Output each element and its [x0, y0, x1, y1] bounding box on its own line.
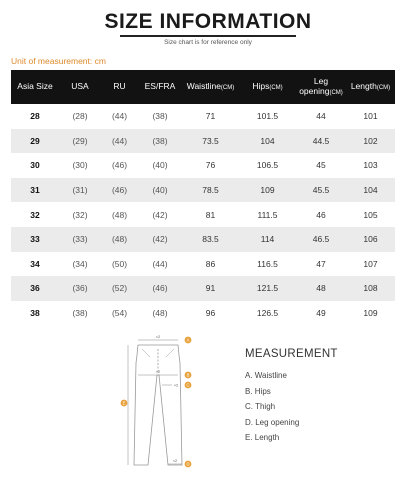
cell-hips: 106.5 [256, 160, 279, 171]
page-subtitle: Size chart is for reference only [164, 39, 252, 46]
cell-length: 103 [363, 160, 378, 171]
cell-es-fra: (46) [138, 276, 182, 301]
cell-waistline: 78.5 [182, 178, 239, 203]
header-length: Length(CM) [346, 70, 395, 104]
cell-waistline: 91 [182, 276, 239, 301]
cell-es-fra: (44) [152, 258, 168, 269]
table-body [11, 104, 395, 325]
table-row [11, 104, 395, 129]
header-usa: USA [59, 70, 101, 104]
cell-leg-opening: 46 [316, 209, 326, 220]
marker-d [185, 461, 192, 468]
measurement-item: D. Leg opening [245, 417, 300, 427]
unit-label: Unit of measurement: cm [11, 56, 106, 66]
header-leg-opening: Leg opening(CM) [296, 70, 346, 104]
measurement-item: C. Thigh [245, 402, 276, 411]
cell-leg-opening: 46.5 [296, 227, 346, 252]
cell-leg-opening: 49 [316, 308, 326, 319]
cell-hips: 109 [239, 178, 296, 203]
cell-length: 108 [346, 276, 395, 301]
table-row [11, 227, 395, 252]
marker-a [185, 337, 192, 344]
cell-usa: (30) [72, 160, 88, 171]
table-row [11, 276, 395, 301]
cell-ru: (46) [101, 178, 138, 203]
cell-waistline: 83.5 [182, 227, 239, 252]
table-row [11, 153, 395, 178]
cell-asia-size: 29 [11, 129, 59, 154]
marker-a-label: A [186, 337, 190, 343]
measurement-title: MEASUREMENT [245, 348, 338, 360]
cell-es-fra: (40) [152, 160, 168, 171]
cell-waistline: 76 [205, 160, 216, 171]
cell-asia-size: 36 [11, 276, 59, 301]
cell-leg-opening: 45 [316, 160, 326, 171]
table-row [11, 178, 395, 203]
cell-hips: 116.5 [257, 258, 278, 269]
cell-hips: 111.5 [257, 209, 278, 220]
table-header-row [11, 70, 395, 104]
cell-length: 105 [363, 209, 378, 220]
header-waistline: Waistline(CM) [182, 70, 239, 104]
cell-length: 109 [363, 308, 378, 319]
header-hips: Hips(CM) [239, 70, 296, 104]
cell-usa: (31) [59, 178, 101, 203]
marker-d-label: D [186, 461, 190, 467]
size-table [11, 70, 395, 325]
marker-b [185, 372, 192, 379]
cell-usa: (32) [72, 209, 88, 220]
measurement-item: A. Waistline [245, 371, 287, 380]
cell-leg-opening: 47 [316, 258, 326, 269]
cell-usa: (34) [72, 258, 88, 269]
x2-label-c: ×2 [173, 382, 179, 388]
x2-label-d: ×2 [172, 458, 178, 463]
table-row [11, 301, 395, 326]
marker-e [121, 400, 128, 407]
cell-waistline: 81 [205, 209, 216, 220]
marker-c-label: C [186, 382, 190, 388]
marker-b-label: B [186, 372, 190, 378]
cell-usa: (28) [72, 111, 88, 122]
cell-hips: 101.5 [256, 111, 279, 122]
table-row [11, 202, 395, 227]
cell-ru: (50) [111, 258, 128, 269]
marker-e-label: E [122, 400, 126, 406]
measurement-list [245, 368, 299, 446]
cell-hips: 114 [239, 227, 296, 252]
page-title: SIZE INFORMATION [104, 10, 312, 33]
cell-ru: (52) [101, 276, 138, 301]
cell-leg-opening: 44 [316, 111, 326, 122]
cell-asia-size: 33 [11, 227, 59, 252]
cell-usa: (38) [72, 308, 88, 319]
cell-asia-size: 31 [11, 178, 59, 203]
cell-usa: (36) [59, 276, 101, 301]
cell-length: 102 [346, 129, 395, 154]
cell-asia-size: 30 [30, 160, 40, 171]
pants-diagram [118, 333, 208, 473]
header-ru: RU [101, 70, 138, 104]
cell-hips: 104 [239, 129, 296, 154]
cell-es-fra: (40) [138, 178, 182, 203]
cell-ru: (44) [111, 111, 128, 122]
cell-es-fra: (48) [152, 308, 168, 319]
cell-es-fra: (42) [152, 209, 168, 220]
cell-asia-size: 34 [30, 258, 40, 269]
header-es-fra: ES/FRA [138, 70, 182, 104]
cell-hips: 121.5 [239, 276, 296, 301]
title-underline [120, 35, 296, 37]
cell-es-fra: (42) [138, 227, 182, 252]
x2-label-b: ×2 [155, 369, 161, 374]
header-asia-size: Asia Size [11, 70, 59, 104]
marker-c [185, 382, 192, 389]
x2-label-a: ×2 [155, 334, 161, 339]
cell-waistline: 86 [205, 258, 216, 269]
cell-ru: (54) [111, 308, 128, 319]
table-row [11, 252, 395, 277]
cell-waistline: 71 [205, 111, 216, 122]
cell-usa: (33) [59, 227, 101, 252]
cell-leg-opening: 48 [296, 276, 346, 301]
cell-length: 106 [346, 227, 395, 252]
cell-waistline: 73.5 [182, 129, 239, 154]
cell-ru: (48) [111, 209, 128, 220]
cell-waistline: 96 [205, 308, 216, 319]
cell-es-fra: (38) [152, 111, 168, 122]
table-row [11, 129, 395, 154]
cell-es-fra: (38) [138, 129, 182, 154]
cell-ru: (46) [111, 160, 128, 171]
cell-usa: (29) [59, 129, 101, 154]
cell-leg-opening: 45.5 [296, 178, 346, 203]
measurement-item: E. Length [245, 433, 280, 442]
cell-ru: (48) [101, 227, 138, 252]
cell-length: 101 [363, 111, 378, 122]
cell-asia-size: 32 [30, 209, 40, 220]
cell-leg-opening: 44.5 [296, 129, 346, 154]
cell-asia-size: 28 [30, 111, 40, 122]
cell-length: 104 [346, 178, 395, 203]
cell-hips: 126.5 [256, 308, 279, 319]
cell-ru: (44) [101, 129, 138, 154]
cell-asia-size: 38 [30, 308, 40, 319]
cell-length: 107 [363, 258, 378, 269]
measurement-item: B. Hips [245, 386, 271, 396]
